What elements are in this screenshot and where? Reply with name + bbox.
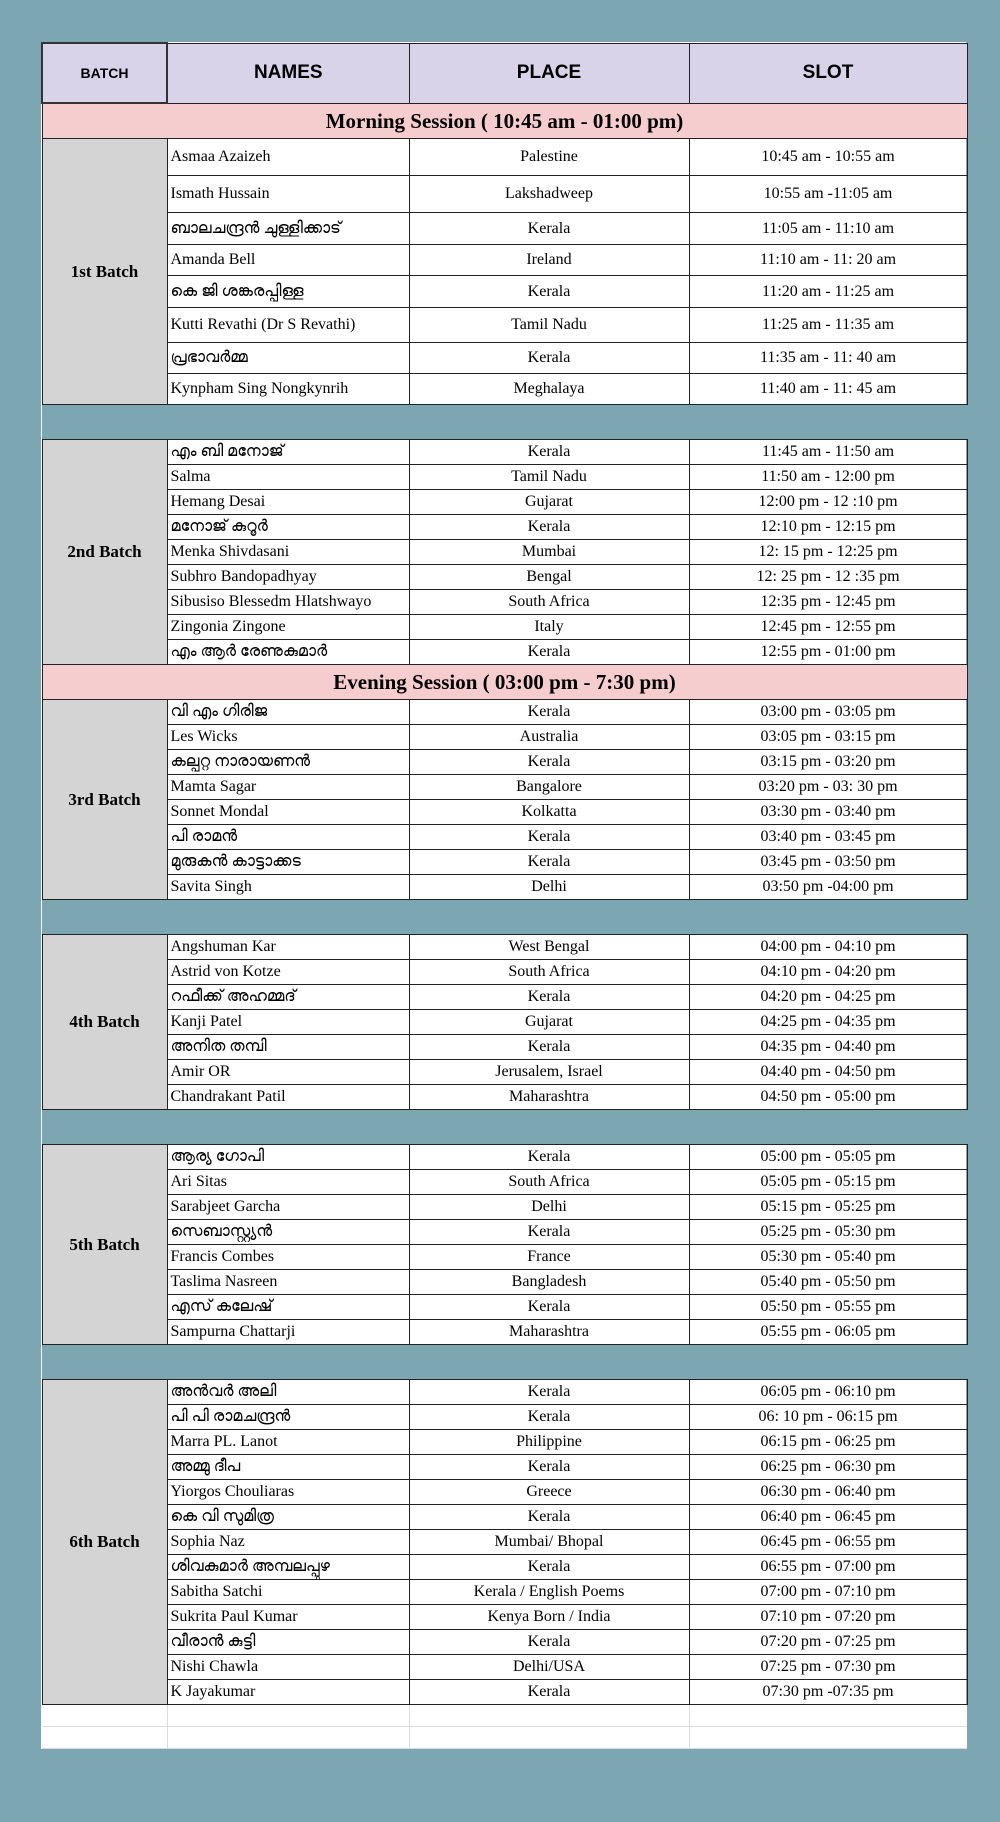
cell-name: എം ആർ രേണുകുമാർ	[167, 640, 409, 665]
batch-label: 6th Batch	[42, 1380, 167, 1705]
cell-place: Kerala	[409, 640, 689, 665]
cell-slot: 03:20 pm - 03: 30 pm	[689, 775, 967, 800]
cell-name: Ismath Hussain	[167, 176, 409, 213]
table-row	[42, 1555, 967, 1580]
batch-separator	[42, 1345, 967, 1380]
cell-place: Kerala	[409, 1455, 689, 1480]
separator-cell	[42, 1345, 967, 1380]
place-column-header: PLACE	[409, 43, 689, 103]
cell-name: Sarabjeet Garcha	[167, 1195, 409, 1220]
cell-place: Mumbai/ Bhopal	[409, 1530, 689, 1555]
table-row	[42, 1060, 967, 1085]
cell-name: പി പി രാമചന്ദ്രൻ	[167, 1405, 409, 1430]
cell-slot: 04:25 pm - 04:35 pm	[689, 1010, 967, 1035]
empty-row	[42, 1727, 967, 1749]
table-row	[42, 308, 967, 343]
cell-place: Kerala	[409, 1380, 689, 1405]
empty-cell	[689, 1705, 967, 1727]
cell-slot: 06:55 pm - 07:00 pm	[689, 1555, 967, 1580]
cell-place: Ireland	[409, 245, 689, 276]
cell-slot: 06:45 pm - 06:55 pm	[689, 1530, 967, 1555]
cell-place: Maharashtra	[409, 1320, 689, 1345]
cell-place: Kerala	[409, 1505, 689, 1530]
cell-place: Delhi/USA	[409, 1655, 689, 1680]
cell-slot: 10:45 am - 10:55 am	[689, 139, 967, 176]
cell-place: Jerusalem, Israel	[409, 1060, 689, 1085]
table-row	[42, 440, 967, 465]
table-row	[42, 1380, 967, 1405]
cell-name: വീരാൻ കുട്ടി	[167, 1630, 409, 1655]
cell-name: മനോജ് കുറൂർ	[167, 515, 409, 540]
table-row	[42, 540, 967, 565]
cell-name: Ari Sitas	[167, 1170, 409, 1195]
names-column-header: NAMES	[167, 43, 409, 103]
cell-place: Kerala	[409, 1405, 689, 1430]
separator-cell	[42, 1110, 967, 1145]
cell-name: Subhro Bandopadhyay	[167, 565, 409, 590]
cell-name: Sonnet Mondal	[167, 800, 409, 825]
cell-place: Kerala	[409, 276, 689, 308]
cell-slot: 04:10 pm - 04:20 pm	[689, 960, 967, 985]
empty-cell	[409, 1727, 689, 1749]
table-row	[42, 1010, 967, 1035]
cell-slot: 06:40 pm - 06:45 pm	[689, 1505, 967, 1530]
cell-name: Hemang Desai	[167, 490, 409, 515]
cell-slot: 07:30 pm -07:35 pm	[689, 1680, 967, 1705]
cell-name: Sibusiso Blessedm Hlatshwayo	[167, 590, 409, 615]
cell-slot: 05:30 pm - 05:40 pm	[689, 1245, 967, 1270]
cell-name: Sampurna Chattarji	[167, 1320, 409, 1345]
cell-name: അൻവർ അലി	[167, 1380, 409, 1405]
cell-slot: 11:45 am - 11:50 am	[689, 440, 967, 465]
cell-place: Gujarat	[409, 490, 689, 515]
table-row	[42, 139, 967, 176]
cell-place: Kerala	[409, 440, 689, 465]
cell-name: Menka Shivdasani	[167, 540, 409, 565]
cell-name: Kutti Revathi (Dr S Revathi)	[167, 308, 409, 343]
cell-name: അമ്മു ദീപ	[167, 1455, 409, 1480]
table-row	[42, 615, 967, 640]
cell-name: Sukrita Paul Kumar	[167, 1605, 409, 1630]
table-row	[42, 490, 967, 515]
table-row	[42, 245, 967, 276]
cell-slot: 11:50 am - 12:00 pm	[689, 465, 967, 490]
cell-slot: 03:45 pm - 03:50 pm	[689, 850, 967, 875]
cell-place: Palestine	[409, 139, 689, 176]
table-row	[42, 1170, 967, 1195]
cell-name: ബാലചന്ദ്രൻ ചുള്ളിക്കാട്	[167, 213, 409, 245]
cell-slot: 06: 10 pm - 06:15 pm	[689, 1405, 967, 1430]
table-row	[42, 1605, 967, 1630]
cell-name: Salma	[167, 465, 409, 490]
table-row	[42, 935, 967, 960]
cell-slot: 03:15 pm - 03:20 pm	[689, 750, 967, 775]
cell-slot: 03:30 pm - 03:40 pm	[689, 800, 967, 825]
cell-name: Yiorgos Chouliaras	[167, 1480, 409, 1505]
cell-slot: 11:10 am - 11: 20 am	[689, 245, 967, 276]
cell-name: Angshuman Kar	[167, 935, 409, 960]
table-row	[42, 1035, 967, 1060]
cell-name: Zingonia Zingone	[167, 615, 409, 640]
empty-cell	[167, 1727, 409, 1749]
cell-slot: 07:20 pm - 07:25 pm	[689, 1630, 967, 1655]
cell-slot: 12:45 pm - 12:55 pm	[689, 615, 967, 640]
table-row	[42, 590, 967, 615]
table-row	[42, 1455, 967, 1480]
cell-slot: 03:05 pm - 03:15 pm	[689, 725, 967, 750]
cell-name: Chandrakant Patil	[167, 1085, 409, 1110]
table-row	[42, 176, 967, 213]
table-row	[42, 875, 967, 900]
cell-slot: 03:40 pm - 03:45 pm	[689, 825, 967, 850]
batch-separator	[42, 405, 967, 440]
cell-slot: 04:00 pm - 04:10 pm	[689, 935, 967, 960]
batch-label: 5th Batch	[42, 1145, 167, 1345]
cell-slot: 12:55 pm - 01:00 pm	[689, 640, 967, 665]
cell-slot: 06:30 pm - 06:40 pm	[689, 1480, 967, 1505]
cell-place: Bangladesh	[409, 1270, 689, 1295]
cell-name: വി എം ഗിരിജ	[167, 700, 409, 725]
cell-place: Kolkatta	[409, 800, 689, 825]
cell-name: Nishi Chawla	[167, 1655, 409, 1680]
cell-name: അനിത തമ്പി	[167, 1035, 409, 1060]
separator-cell	[42, 405, 967, 440]
cell-slot: 11:20 am - 11:25 am	[689, 276, 967, 308]
table-row	[42, 1505, 967, 1530]
cell-place: Kerala	[409, 1295, 689, 1320]
cell-place: Bengal	[409, 565, 689, 590]
cell-place: Delhi	[409, 875, 689, 900]
cell-place: Kerala	[409, 850, 689, 875]
batch-label: 3rd Batch	[42, 700, 167, 900]
empty-cell	[409, 1705, 689, 1727]
cell-place: Mumbai	[409, 540, 689, 565]
cell-place: Greece	[409, 1480, 689, 1505]
cell-place: Maharashtra	[409, 1085, 689, 1110]
empty-cell	[42, 1705, 167, 1727]
batch-separator	[42, 1110, 967, 1145]
cell-place: Bangalore	[409, 775, 689, 800]
cell-name: Astrid von Kotze	[167, 960, 409, 985]
empty-row	[42, 1705, 967, 1727]
cell-slot: 05:40 pm - 05:50 pm	[689, 1270, 967, 1295]
table-row	[42, 825, 967, 850]
cell-slot: 10:55 am -11:05 am	[689, 176, 967, 213]
batch-label: 1st Batch	[42, 139, 167, 405]
cell-slot: 11:40 am - 11: 45 am	[689, 374, 967, 405]
cell-place: Delhi	[409, 1195, 689, 1220]
schedule-body	[42, 103, 967, 1749]
cell-name: ശിവകുമാർ അമ്പലപ്പുഴ	[167, 1555, 409, 1580]
cell-place: Italy	[409, 615, 689, 640]
cell-place: Kerala	[409, 985, 689, 1010]
cell-name: മുരുകൻ കാട്ടാക്കട	[167, 850, 409, 875]
table-row	[42, 750, 967, 775]
table-row	[42, 343, 967, 374]
cell-name: Marra PL. Lanot	[167, 1430, 409, 1455]
cell-place: South Africa	[409, 1170, 689, 1195]
cell-name: പി രാമൻ	[167, 825, 409, 850]
cell-name: Sophia Naz	[167, 1530, 409, 1555]
table-row	[42, 1580, 967, 1605]
table-row	[42, 700, 967, 725]
cell-name: Amanda Bell	[167, 245, 409, 276]
slot-column-header: SLOT	[689, 43, 967, 103]
table-row	[42, 374, 967, 405]
cell-name: കെ വി സുമിത്ര	[167, 1505, 409, 1530]
cell-slot: 04:35 pm - 04:40 pm	[689, 1035, 967, 1060]
cell-slot: 07:25 pm - 07:30 pm	[689, 1655, 967, 1680]
cell-slot: 07:10 pm - 07:20 pm	[689, 1605, 967, 1630]
table-row	[42, 276, 967, 308]
cell-slot: 11:35 am - 11: 40 am	[689, 343, 967, 374]
cell-place: Lakshadweep	[409, 176, 689, 213]
table-row	[42, 1530, 967, 1555]
table-row	[42, 1270, 967, 1295]
cell-slot: 12: 15 pm - 12:25 pm	[689, 540, 967, 565]
cell-name: Kanji Patel	[167, 1010, 409, 1035]
table-row	[42, 640, 967, 665]
cell-name: Amir OR	[167, 1060, 409, 1085]
separator-cell	[42, 900, 967, 935]
cell-name: Kynpham Sing Nongkynrih	[167, 374, 409, 405]
table-row	[42, 1295, 967, 1320]
table-row	[42, 1085, 967, 1110]
table-row	[42, 775, 967, 800]
table-row	[42, 1145, 967, 1170]
cell-slot: 12:00 pm - 12 :10 pm	[689, 490, 967, 515]
cell-place: Tamil Nadu	[409, 308, 689, 343]
cell-slot: 12:10 pm - 12:15 pm	[689, 515, 967, 540]
cell-slot: 07:00 pm - 07:10 pm	[689, 1580, 967, 1605]
table-row	[42, 565, 967, 590]
table-row	[42, 1220, 967, 1245]
cell-slot: 05:55 pm - 06:05 pm	[689, 1320, 967, 1345]
cell-slot: 06:25 pm - 06:30 pm	[689, 1455, 967, 1480]
table-row	[42, 1405, 967, 1430]
empty-cell	[689, 1727, 967, 1749]
cell-name: K Jayakumar	[167, 1680, 409, 1705]
cell-place: Kerala	[409, 825, 689, 850]
cell-name: കെ ജി ശങ്കരപ്പിള്ള	[167, 276, 409, 308]
table-row	[42, 465, 967, 490]
cell-place: Kerala / English Poems	[409, 1580, 689, 1605]
table-row	[42, 960, 967, 985]
cell-name: Mamta Sagar	[167, 775, 409, 800]
cell-place: Kerala	[409, 1220, 689, 1245]
table-row	[42, 800, 967, 825]
schedule-table	[41, 42, 968, 1749]
cell-slot: 05:50 pm - 05:55 pm	[689, 1295, 967, 1320]
cell-slot: 05:00 pm - 05:05 pm	[689, 1145, 967, 1170]
session-row-morning	[42, 103, 967, 139]
cell-name: Savita Singh	[167, 875, 409, 900]
cell-slot: 04:20 pm - 04:25 pm	[689, 985, 967, 1010]
cell-name: Francis Combes	[167, 1245, 409, 1270]
table-row	[42, 1655, 967, 1680]
cell-slot: 04:50 pm - 05:00 pm	[689, 1085, 967, 1110]
cell-place: Australia	[409, 725, 689, 750]
cell-name: എസ് കലേഷ്	[167, 1295, 409, 1320]
cell-name: ആര്യ ഗോപി	[167, 1145, 409, 1170]
cell-place: West Bengal	[409, 935, 689, 960]
cell-place: France	[409, 1245, 689, 1270]
cell-place: Kerala	[409, 1680, 689, 1705]
cell-slot: 05:25 pm - 05:30 pm	[689, 1220, 967, 1245]
cell-place: Meghalaya	[409, 374, 689, 405]
cell-slot: 12:35 pm - 12:45 pm	[689, 590, 967, 615]
table-row	[42, 515, 967, 540]
table-row	[42, 850, 967, 875]
table-row	[42, 985, 967, 1010]
cell-place: Kerala	[409, 515, 689, 540]
cell-place: Kerala	[409, 1145, 689, 1170]
table-row	[42, 213, 967, 245]
cell-slot: 12: 25 pm - 12 :35 pm	[689, 565, 967, 590]
cell-place: Kerala	[409, 1035, 689, 1060]
cell-slot: 06:05 pm - 06:10 pm	[689, 1380, 967, 1405]
cell-place: South Africa	[409, 960, 689, 985]
header-row	[42, 43, 967, 103]
cell-place: Kerala	[409, 213, 689, 245]
batch-label: 4th Batch	[42, 935, 167, 1110]
session-title: Morning Session ( 10:45 am - 01:00 pm)	[42, 103, 967, 139]
cell-name: Les Wicks	[167, 725, 409, 750]
cell-name: Taslima Nasreen	[167, 1270, 409, 1295]
table-row	[42, 1480, 967, 1505]
cell-slot: 11:25 am - 11:35 am	[689, 308, 967, 343]
table-row	[42, 1430, 967, 1455]
cell-slot: 05:15 pm - 05:25 pm	[689, 1195, 967, 1220]
table-row	[42, 1680, 967, 1705]
batch-separator	[42, 900, 967, 935]
table-row	[42, 725, 967, 750]
cell-place: Kerala	[409, 700, 689, 725]
table-row	[42, 1195, 967, 1220]
cell-place: South Africa	[409, 590, 689, 615]
cell-name: കല്പറ്റ നാരായണൻ	[167, 750, 409, 775]
cell-place: Kenya Born / India	[409, 1605, 689, 1630]
batch-label: 2nd Batch	[42, 440, 167, 665]
cell-place: Kerala	[409, 1630, 689, 1655]
session-row-evening	[42, 665, 967, 700]
cell-place: Philippine	[409, 1430, 689, 1455]
cell-place: Kerala	[409, 750, 689, 775]
cell-name: സെബാസ്റ്റ്യൻ	[167, 1220, 409, 1245]
table-row	[42, 1245, 967, 1270]
cell-name: റഫീക്ക് അഹമ്മദ്	[167, 985, 409, 1010]
cell-place: Kerala	[409, 343, 689, 374]
cell-slot: 04:40 pm - 04:50 pm	[689, 1060, 967, 1085]
cell-place: Kerala	[409, 1555, 689, 1580]
cell-place: Tamil Nadu	[409, 465, 689, 490]
empty-cell	[167, 1705, 409, 1727]
empty-cell	[42, 1727, 167, 1749]
schedule-sheet	[41, 42, 966, 1749]
cell-slot: 05:05 pm - 05:15 pm	[689, 1170, 967, 1195]
table-row	[42, 1630, 967, 1655]
cell-name: Sabitha Satchi	[167, 1580, 409, 1605]
cell-slot: 03:00 pm - 03:05 pm	[689, 700, 967, 725]
cell-slot: 11:05 am - 11:10 am	[689, 213, 967, 245]
batch-column-header: BATCH	[42, 43, 167, 103]
cell-name: Asmaa Azaizeh	[167, 139, 409, 176]
cell-name: എം ബി മനോജ്	[167, 440, 409, 465]
session-title: Evening Session ( 03:00 pm - 7:30 pm)	[42, 665, 967, 700]
cell-slot: 06:15 pm - 06:25 pm	[689, 1430, 967, 1455]
table-row	[42, 1320, 967, 1345]
cell-name: പ്രഭാവർമ്മ	[167, 343, 409, 374]
cell-place: Gujarat	[409, 1010, 689, 1035]
cell-slot: 03:50 pm -04:00 pm	[689, 875, 967, 900]
